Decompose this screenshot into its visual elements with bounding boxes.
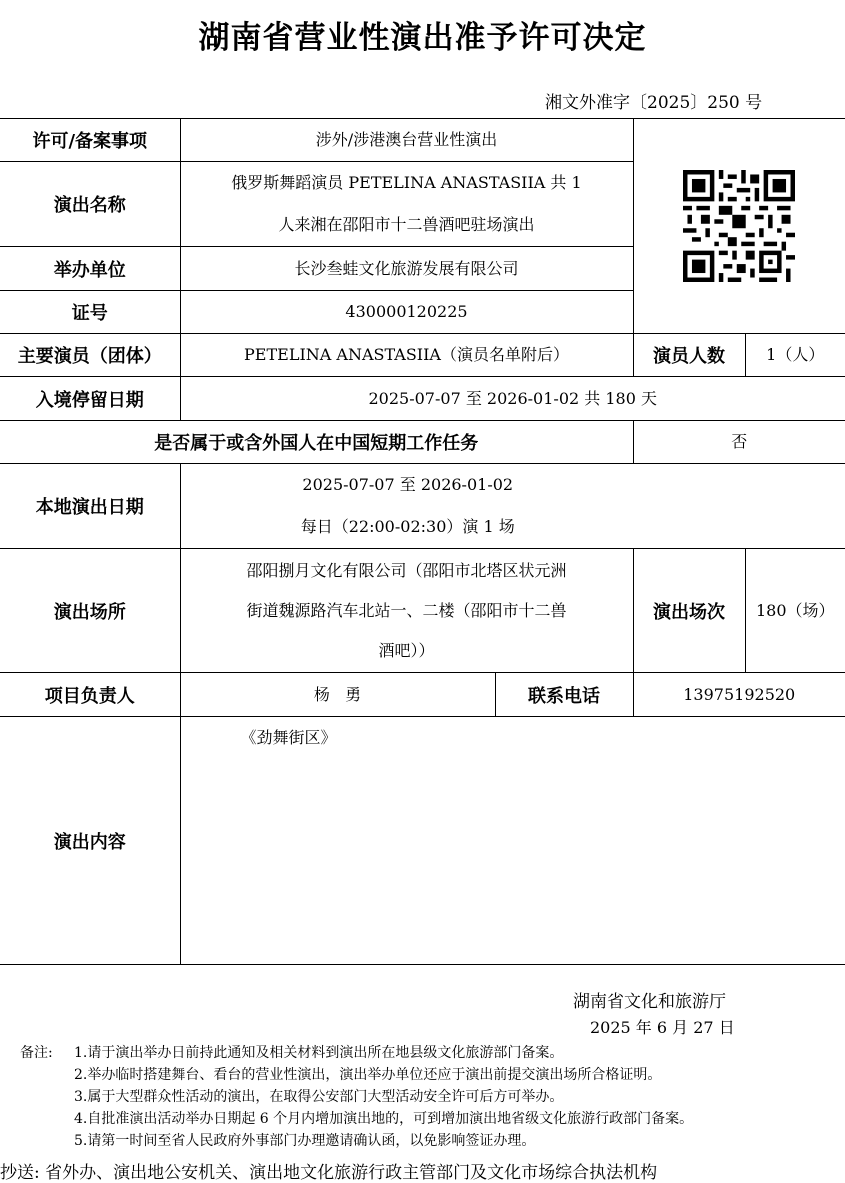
manager-value: 杨 勇 — [180, 673, 495, 717]
venue-line-2: 街道魏源路汽车北站一、二楼（邵阳市十二兽 — [246, 600, 567, 620]
document-title: 湖南省营业性演出准予许可决定 — [198, 20, 647, 56]
notes-section — [20, 1042, 694, 1152]
local-dates-line-2: 每日（22:00-02:30）演 1 场 — [300, 517, 515, 536]
qr-cell — [633, 119, 845, 334]
note-item: 4.自批准演出活动举办日期起 6 个月内增加演出地的，可到增加演出地省级文化旅游行政部门备案。 — [74, 1111, 694, 1127]
local-dates-value — [180, 464, 845, 549]
organizer-label: 举办单位 — [0, 247, 180, 291]
short-term-value: 否 — [633, 421, 845, 464]
show-name-label: 演出名称 — [0, 162, 180, 247]
note-item: 1.请于演出举办日前持此通知及相关材料到演出所在地县级文化旅游部门备案。 — [74, 1045, 564, 1061]
qr-code-icon — [683, 170, 795, 282]
main-performer-label: 主要演员（团体） — [0, 334, 180, 377]
cert-number-value: 430000120225 — [180, 291, 633, 334]
performer-count-label: 演员人数 — [633, 334, 745, 377]
document-number: 湘文外准字〔2025〕250 号 — [545, 93, 763, 113]
entry-stay-value: 2025-07-07 至 2026-01-02 共 180 天 — [180, 377, 845, 421]
manager-label: 项目负责人 — [0, 673, 180, 717]
notes-label: 备注: — [20, 1045, 53, 1061]
notes-list — [74, 1042, 693, 1152]
permit-table — [0, 118, 845, 965]
sessions-label: 演出场次 — [633, 549, 745, 673]
show-name-value — [180, 162, 633, 247]
entry-stay-label: 入境停留日期 — [0, 377, 180, 421]
venue-line-1: 邵阳捌月文化有限公司（邵阳市北塔区状元洲 — [246, 560, 567, 580]
issuer: 湖南省文化和旅游厅 — [573, 992, 726, 1012]
phone-label: 联系电话 — [495, 673, 633, 717]
license-item-value: 涉外/涉港澳台营业性演出 — [180, 119, 633, 162]
local-dates-label: 本地演出日期 — [0, 464, 180, 549]
content-label: 演出内容 — [0, 717, 180, 965]
content-value-cell — [180, 717, 845, 965]
venue-line-3: 酒吧）） — [378, 640, 435, 660]
cc-line: 抄送: 省外办、演出地公安机关、演出地文化旅游行政主管部门及文化市场综合执法机构 — [0, 1163, 658, 1183]
venue-value — [180, 549, 633, 673]
main-performer-value: PETELINA ANASTASIIA（演员名单附后） — [180, 334, 633, 377]
show-name-line-2: 人来湘在邵阳市十二兽酒吧驻场演出 — [278, 215, 535, 234]
short-term-label: 是否属于或含外国人在中国短期工作任务 — [0, 421, 633, 464]
show-name-line-1: 俄罗斯舞蹈演员 PETELINA ANASTASIIA 共 1 — [231, 173, 582, 192]
note-item: 5.请第一时间至省人民政府外事部门办理邀请确认函，以免影响签证办理。 — [74, 1133, 536, 1149]
content-value: 《劲舞街区》 — [240, 728, 337, 747]
note-item: 2.举办临时搭建舞台、看台的营业性演出，演出举办单位还应于演出前提交演出场所合格证明。 — [74, 1067, 662, 1083]
cert-number-label: 证号 — [0, 291, 180, 334]
issue-date: 2025 年 6 月 27 日 — [590, 1018, 735, 1037]
phone-value: 13975192520 — [633, 673, 845, 717]
performer-count-value: 1（人） — [745, 334, 845, 377]
organizer-value: 长沙叁蛙文化旅游发展有限公司 — [180, 247, 633, 291]
local-dates-line-1: 2025-07-07 至 2026-01-02 — [302, 475, 514, 494]
sessions-value: 180（场） — [745, 549, 845, 673]
note-item: 3.属于大型群众性活动的演出，在取得公安部门大型活动安全许可后方可举办。 — [74, 1089, 564, 1105]
license-item-label: 许可/备案事项 — [0, 119, 180, 162]
venue-label: 演出场所 — [0, 549, 180, 673]
